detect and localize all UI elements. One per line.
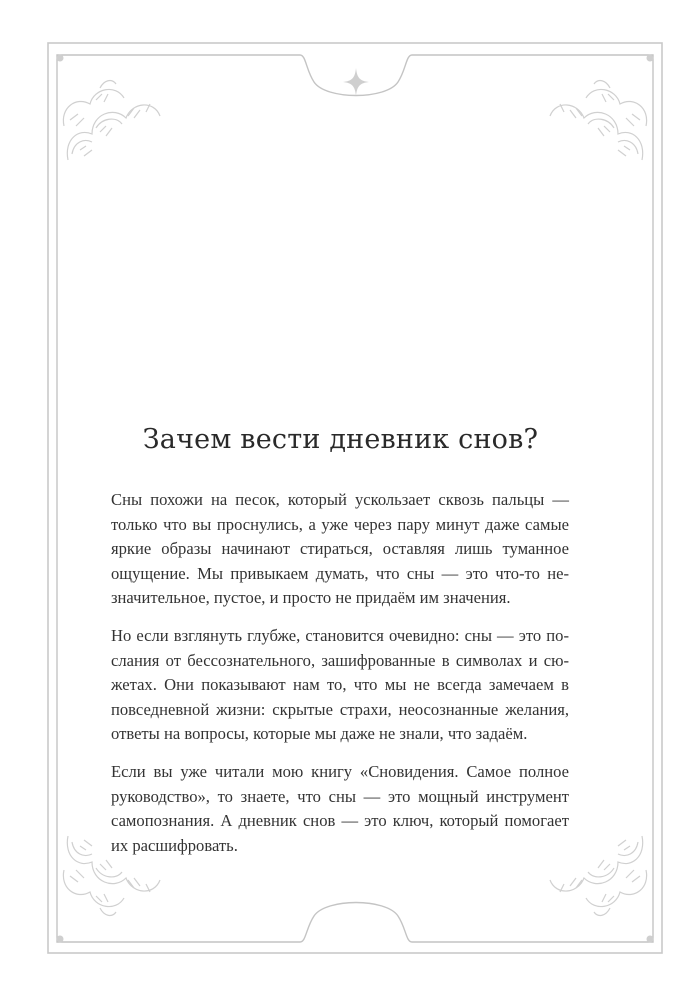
text-line: ощущение. Мы привыкаем думать, что сны — это что-то не-	[111, 563, 569, 583]
cloud-ornament-top-right	[550, 81, 647, 160]
body-text	[111, 488, 569, 871]
text-line: только что вы проснулись, а уже через пару минут даже самые	[111, 514, 569, 534]
page-title: Зачем вести дневник снов?	[142, 424, 539, 455]
star-icon	[343, 68, 369, 96]
text-line: их расшифровать.	[111, 835, 238, 855]
text-line: Если вы уже читали мою книгу «Сновидения. Самое полное	[111, 761, 569, 781]
text-line: значительное, пустое, и просто не придаём им значения.	[111, 588, 511, 608]
paragraph-2	[111, 624, 569, 747]
text-line: жетах. Они показывают нам то, что мы не всегда замечаем в	[111, 675, 569, 695]
text-line: самопознания. А дневник снов — это ключ, который помогает	[111, 811, 569, 831]
text-line: яркие образы начинают стираться, оставляя лишь туманное	[111, 539, 569, 559]
text-line: слания от бессознательного, зашифрованные в символах и сю-	[111, 650, 569, 670]
cloud-ornament-top-left	[63, 81, 160, 160]
text-line: повседневной жизни: скрытые страхи, неосознанные желания,	[111, 699, 569, 719]
text-line: ответы на вопросы, которые мы даже не знали, что задаём.	[111, 724, 528, 744]
text-line: руководство», то знаете, что сны — это мощный инструмент	[111, 786, 569, 806]
text-line: Сны похожи на песок, который ускользает сквозь пальцы —	[111, 490, 569, 509]
text-line: Но если взглянуть глубже, становится очевидно: сны — это по-	[111, 625, 569, 645]
paragraph-3	[111, 760, 569, 858]
paragraph-1	[111, 488, 569, 611]
